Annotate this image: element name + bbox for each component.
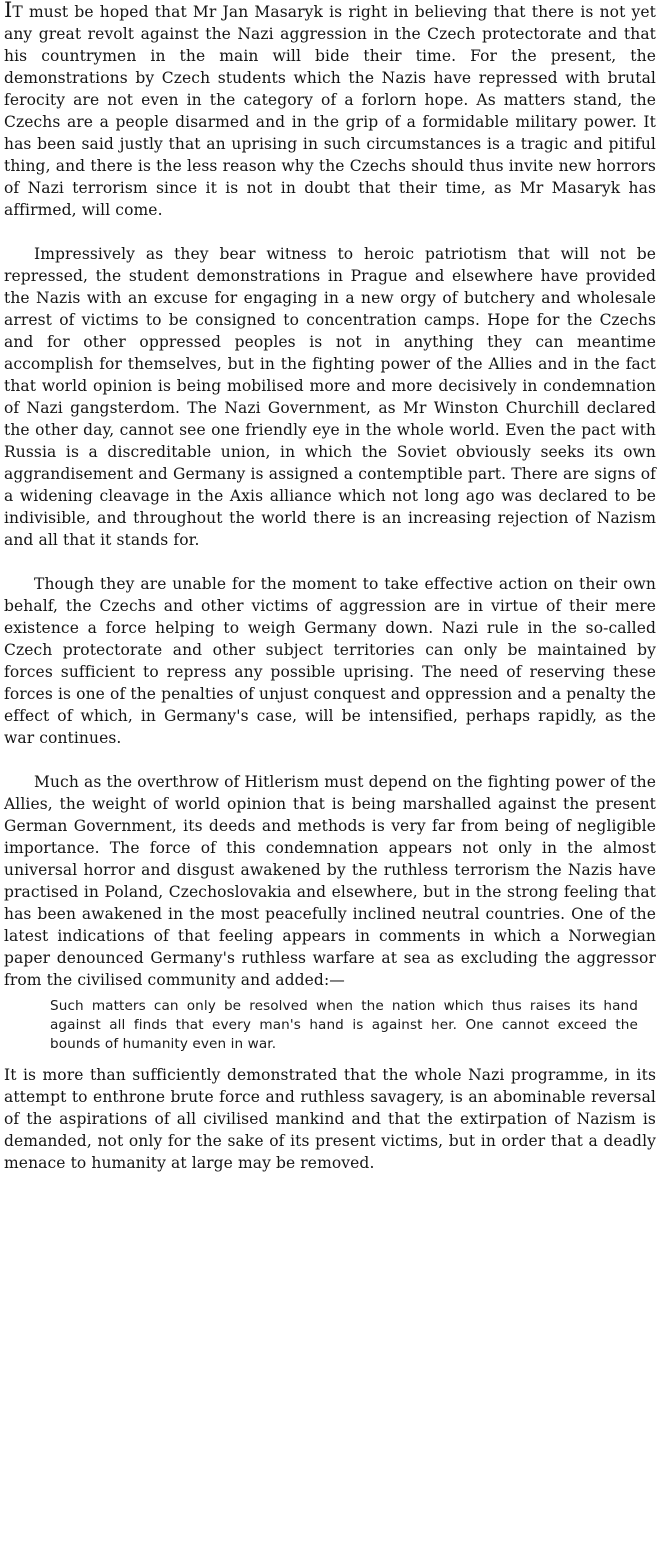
paragraph-gap — [4, 221, 656, 243]
paragraph-1-text: T must be hoped that Mr Jan Masaryk is right in believing that there is not yet any great revolt against the Nazi aggression in the Czech protectorate and that his countrymen in the main will bide their time. For the present, the demonstrations by Czech students which the Nazis have repressed with brutal ferocity are not even in the category of a forlorn hope. As matters stand, the Czechs are a people disarmed and in the grip of a formidable military power. It has been said justly that an uprising in such circumstances is a tragic and pitiful thing, and there is the less reason why the Czechs should thus invite new horrors of Nazi terrorism since it is not in doubt that their time, as Mr Masaryk has affirmed, will come. — [4, 3, 656, 219]
article-paragraph-2: Impressively as they bear witness to heroic patriotism that will not be repressed, the student demonstrations in Prague and elsewhere have provided the Nazis with an excuse for engaging in a new orgy of butchery and wholesale arrest of victims to be consigned to concentration camps. Hope for the Czechs and for other oppressed peoples is not in anything they can meantime accomplish for themselves, but in the fighting power of the Allies and in the fact that world opinion is being mobilised more and more decisively in condemnation of Nazi gangsterdom. The Nazi Government, as Mr Winston Churchill declared the other day, cannot see one friendly eye in the whole world. Even the pact with Russia is a discreditable union, in which the Soviet obviously seeks its own aggrandisement and Germany is assigned a contemptible part. There are signs of a widening cleavage in the Axis alliance which not long ago was declared to be indivisible, and throughout the world there is an increasing rejection of Nazism and all that it stands for. — [4, 245, 656, 549]
initial-letter: I — [4, 0, 13, 22]
article-paragraph-5: It is more than sufficiently demonstrated that the whole Nazi programme, in its attempt to enthrone brute force and ruthless savagery, is an abominable reversal of the aspirations of all civilised mankind and that the extirpation of Nazism is demanded, not only for the sake of its present victims, but in order that a deadly menace to humanity at large may be removed. — [4, 1066, 656, 1172]
article-body — [4, 0, 656, 1174]
article-paragraph-4: Much as the overthrow of Hitlerism must depend on the fighting power of the Allies, the weight of world opinion that is being marshalled against the present German Government, its deeds and methods is very far from being of negligible importance. The force of this condemnation appears not only in the almost universal horror and disgust awakened by the ruthless terrorism the Nazis have practised in Poland, Czechoslovakia and elsewhere, but in the strong feeling that has been awakened in the most peacefully inclined neutral countries. One of the latest indications of that feeling appears in comments in which a Norwegian paper denounced Germany's ruthless warfare at sea as excluding the aggressor from the civilised community and added:— — [4, 773, 656, 989]
block-quote: Such matters can only be resolved when the nation which thus raises its hand against all finds that every man's hand is against her. One cannot exceed the bounds of humanity even in war. — [50, 998, 638, 1052]
article-paragraph-3: Though they are unable for the moment to take effective action on their own behalf, the Czechs and other victims of aggression are in virtue of their mere existence a force helping to weigh Germany down. Nazi rule in the so-called Czech protectorate and other subject territories can only be maintained by forces sufficient to repress any possible uprising. The need of reserving these forces is one of the penalties of unjust conquest and oppression and a penalty the effect of which, in Germany's case, will be intensified, perhaps rapidly, as the war continues. — [4, 575, 656, 747]
paragraph-gap — [4, 749, 656, 771]
article-paragraph-1 — [4, 0, 656, 221]
paragraph-gap — [4, 551, 656, 573]
